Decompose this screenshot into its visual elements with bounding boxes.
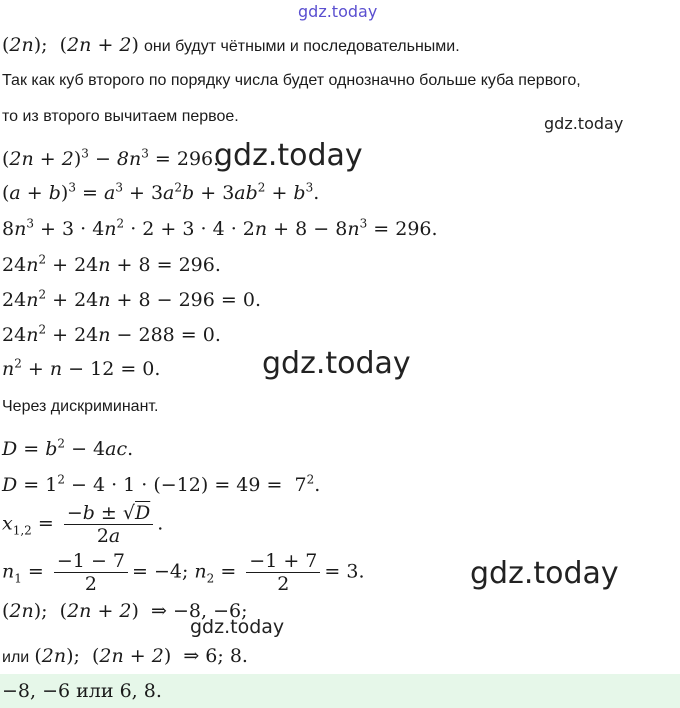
or-word: или <box>2 649 30 666</box>
watermark-large-right: gdz.today <box>470 556 619 591</box>
equation-cube-formula: $(a + b)^3 = a^3 + 3a^2b + 3ab^2 + b^3$. <box>2 180 320 204</box>
equation-simplified: $24n^2 + 24n + 8 = 296$. <box>2 252 221 276</box>
equation-moved: $24n^2 + 24n + 8 - 296 = 0$. <box>2 287 261 311</box>
watermark-large-mid: gdz.today <box>262 346 411 381</box>
equation-discriminant-value: $D = 1^2 - 4 \cdot 1 \cdot (-12) = 49 = 7^2$. <box>2 472 321 496</box>
equation-roots-values: $n_1$ = $\frac{-1 - 7}{2}$ = −4; $n_2$ = $\frac{-1 + 7}{2}$ = 3. <box>2 550 365 595</box>
equation-difference-of-cubes: $(2n + 2)^3 - 8n^3 = 296$. <box>2 146 220 170</box>
equation-second-pair: (2n); (2n + 2) ⇒ 6; 8. <box>34 645 248 667</box>
reason-line-2: то из второго вычитаем первое. <box>2 108 239 125</box>
watermark-small-right: gdz.today <box>544 114 624 133</box>
discriminant-heading: Через дискриминант. <box>2 398 159 415</box>
intro-text: они будут чётными и последовательными. <box>144 38 460 55</box>
fraction: $\frac{-b \pm √D}{2a}$ <box>64 502 153 547</box>
equation-reduced: $n^2 + n - 12 = 0$. <box>2 356 161 380</box>
second-pair-line <box>2 645 248 667</box>
equation-first-pair: (2n); (2n + 2) ⇒ −8, −6; <box>2 600 248 622</box>
watermark-large-eq1: gdz.today <box>214 138 363 173</box>
watermark-top: gdz.today <box>298 2 378 21</box>
equation-discriminant-formula: $D = b^2 - 4ac$. <box>2 436 134 460</box>
intro-line <box>2 34 460 56</box>
fraction: $\frac{-1 - 7}{2}$ <box>54 550 128 595</box>
fraction: $\frac{-1 + 7}{2}$ <box>246 550 320 595</box>
reason-line: Так как куб второго по порядку числа будет однозначно больше куба первого, <box>2 72 581 89</box>
math-expression: (2n); (2n + 2) <box>2 34 139 56</box>
equation-expanded: $8n^3 + 3 \cdot 4n^2 \cdot 2 + 3 \cdot 4 \cdot 2n + 8 - 8n^3 = 296$. <box>2 216 438 240</box>
watermark-small-bottom: gdz.today <box>190 616 285 638</box>
equation-combined: $24n^2 + 24n - 288 = 0$. <box>2 322 221 346</box>
answer-box <box>0 674 680 708</box>
answer-text: −8, −6 или 6, 8. <box>2 680 162 702</box>
equation-roots-formula: $x_{1,2}$ = $\frac{-b \pm √D}{2a}$ . <box>2 502 164 547</box>
